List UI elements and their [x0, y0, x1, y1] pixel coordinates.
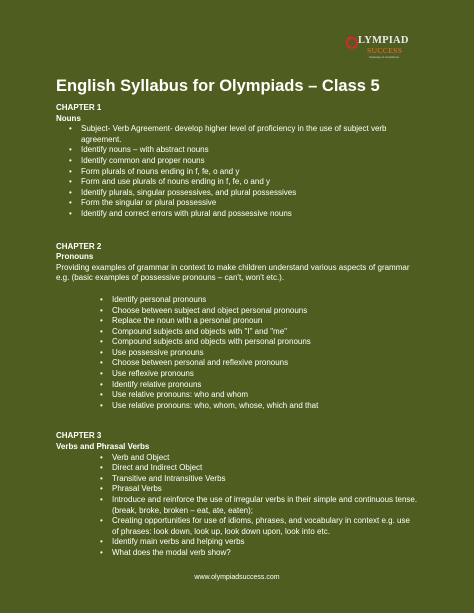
chapter-number: CHAPTER 3 — [56, 431, 102, 441]
list-item: • Transitive and Intransitive Verbs — [56, 474, 418, 485]
list-item: • Verb and Object — [56, 453, 418, 464]
list-item: • Choose between personal and reflexive pronouns — [56, 358, 418, 369]
logo-mark-icon — [345, 35, 359, 49]
chapter-number: CHAPTER 1 — [56, 103, 102, 112]
list-item: • Introduce and reinforce the use of irregular verbs in their simple and continuous tense. (break, broke, broken – eat, ate, eaten); — [56, 495, 418, 516]
list-item: • Compound subjects and objects with personal pronouns — [56, 337, 418, 348]
topic-list — [56, 124, 418, 219]
chapter-3 — [56, 431, 418, 558]
list-item: • Identify plurals, singular possessives, and plural possessives — [56, 188, 418, 199]
olympiad-success-logo — [345, 33, 445, 63]
list-item: • Use reflexive pronouns — [56, 369, 418, 380]
chapter-name: Pronouns — [56, 252, 94, 262]
list-item: • Creating opportunities for use of idioms, phrases, and vocabulary in context e.g. use of phrases: look down, look up, look down upon, look into etc. — [56, 516, 418, 537]
list-item: • Identify nouns – with abstract nouns — [56, 145, 418, 156]
chapter-name: Nouns — [56, 113, 81, 123]
logo-main-text: LYMPIAD — [358, 35, 409, 46]
chapter-number: CHAPTER 2 — [56, 241, 102, 251]
list-item: • Direct and Indirect Object — [56, 463, 418, 474]
list-item: • Replace the noun with a personal pronoun — [56, 316, 418, 327]
page-title: English Syllabus for Olympiads – Class 5 — [56, 77, 380, 95]
list-item: • Identify relative pronouns — [56, 380, 418, 391]
list-item: • Identify main verbs and helping verbs — [56, 537, 418, 548]
list-item: • Compound subjects and objects with "I" and "me" — [56, 327, 418, 338]
topic-list — [56, 453, 418, 559]
chapter-1 — [56, 103, 418, 220]
list-item: • Use possessive pronouns — [56, 348, 418, 359]
chapter-2 — [56, 242, 418, 412]
list-item: • Use relative pronouns: who and whom — [56, 390, 418, 401]
list-item: • Phrasal Verbs — [56, 484, 418, 495]
list-item: • Choose between subject and object personal pronouns — [56, 306, 418, 317]
list-item: • Subject- Verb Agreement- develop higher level of proficiency in the use of subject verb agreement. — [56, 124, 418, 145]
list-item: • What does the modal verb show? — [56, 548, 418, 559]
logo-sub-text: SUCCESS — [367, 46, 403, 55]
list-item: • Identify and correct errors with plural and possessive nouns — [56, 209, 418, 220]
footer-website-link[interactable]: www.olympiadsuccess.com — [194, 574, 280, 581]
logo-tagline: Gateway of excellence — [369, 55, 400, 59]
list-item: • Form the singular or plural possessive — [56, 198, 418, 209]
chapter-intro: Providing examples of grammar in context to make children understand various aspects of grammar e.g. (basic examples of possessive pronouns – can't, won't etc.). — [56, 262, 410, 283]
chapter-name: Verbs and Phrasal Verbs — [56, 442, 150, 452]
list-item: • Use relative pronouns: who, whom, whose, which and that — [56, 401, 418, 412]
topic-list — [56, 295, 418, 412]
list-item: • Form plurals of nouns ending in f, fe, o and y — [56, 167, 418, 178]
list-item: • Form and use plurals of nouns ending in f, fe, o and y — [56, 177, 418, 188]
syllabus-content — [56, 103, 418, 559]
list-item: • Identify personal pronouns — [56, 295, 418, 306]
list-item: • Identify common and proper nouns — [56, 156, 418, 167]
